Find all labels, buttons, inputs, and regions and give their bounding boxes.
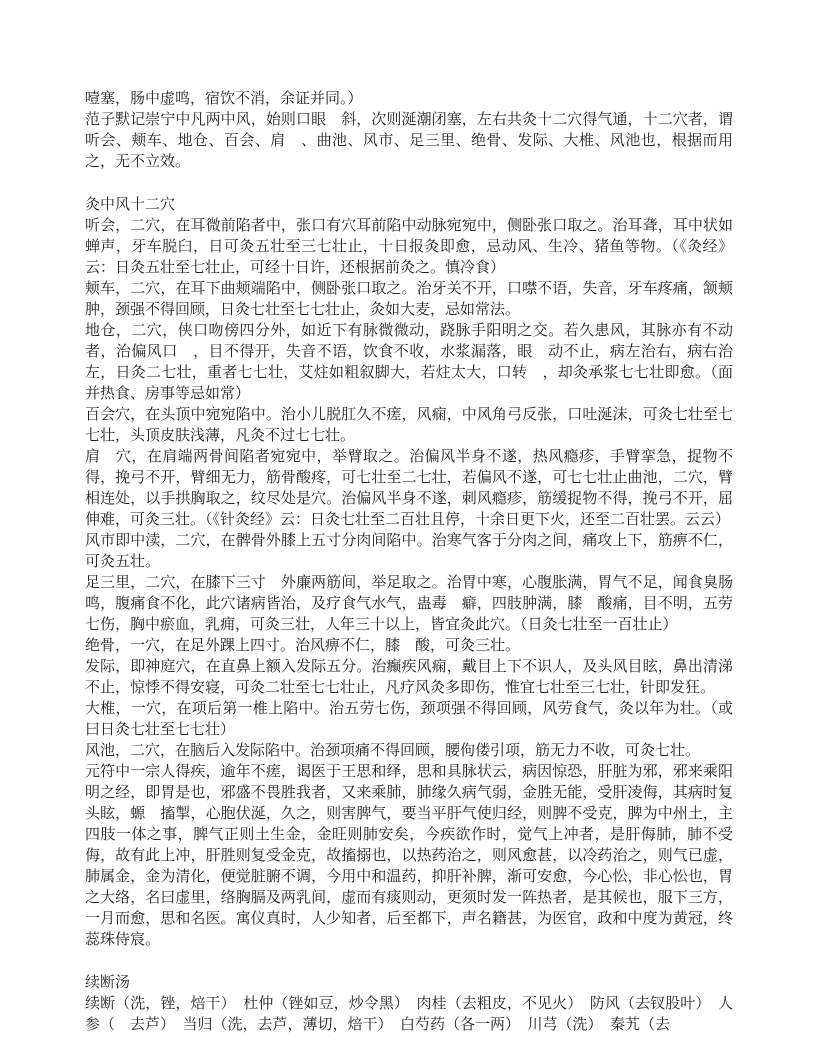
- section-title-moxibustion: 灸中风十二穴: [85, 195, 176, 213]
- para-point-juegu: 绝骨，一穴，在足外踝上四寸。治风痹不仁，膝 酸，可灸三壮。: [85, 636, 521, 654]
- para-fragment-continuation: 噎塞，肠中虚鸣，宿饮不消，余证并同。）: [85, 89, 363, 107]
- para-point-jiache: 颊车，二穴，在耳下曲颊端陷中，侧卧张口取之。治牙关不开，口噤不语，失音，牙车疼痛，颔颊肿，颈强不得回顾，日灸七壮至七七壮止，灸如大麦，忌如常法。: [85, 279, 733, 318]
- para-point-faji: 发际，即神庭穴，在直鼻上额入发际五分。治癫疾风痫，戴目上下不识人，及头风目眩，鼻出清涕不止，惊悸不得安寝，可灸二壮至七七壮止，凡疗风灸多即伤，惟宜七壮至三七壮，针即发狂。: [85, 657, 733, 696]
- para-point-tinghui: 听会，二穴，在耳微前陷者中，张口有穴耳前陷中动脉宛宛中，侧卧张口取之。治耳聋，耳中状如蝉声，牙车脱臼，日可灸五壮至三七壮止，十日报灸即愈，忌动风、生冷、猪鱼等物。（《灸经》云：日灸五壮至七壮止，可经十日许，还根据前灸之。慎冷食）: [85, 216, 733, 276]
- section-title-prescription: 续断汤: [85, 973, 131, 991]
- para-fanzimo-note: 范子默记崇宁中凡两中风，始则口眼 斜，次则涎潮闭塞，左右共灸十二穴得气通，十二穴者，谓听会、颊车、地仓、百会、肩 、曲池、风市、足三里、绝骨、发际、大椎、风池也，根据而用之，无不立效。: [85, 110, 733, 170]
- para-point-zusanli: 足三里，二穴，在膝下三寸 外廉两筋间，举足取之。治胃中寒，心腹胀满，胃气不足，闻食臭肠鸣，腹痛食不化，此穴诸病皆治，及疗食气水气，蛊毒 癖，四肢肿满，膝 酸痛，目不明，五劳七伤，胸中瘀血，乳痈，可灸三壮，人年三十以上，皆宜灸此穴。（日灸七壮至一百壮止）: [85, 573, 733, 633]
- para-prescription-ingredients: 续断（洗，锉，焙干） 杜仲（锉如豆，炒令黑） 肉桂（去粗皮，不见火） 防风（去钗股叶） 人参（ 去芦） 当归（洗，去芦，薄切，焙干） 白芍药（各一两） 川芎（洗） 秦艽（去: [85, 994, 733, 1033]
- para-point-jian: 肩 穴，在肩端两骨间陷者宛宛中，举臂取之。治偏风半身不遂，热风瘾疹，手臂挛急，捉物不得，挽弓不开，臂细无力，筋骨酸疼，可七壮至二七壮，若偏风不遂，可七七壮止曲池，二穴，臂相连处，以手拱胸取之，纹尽处是穴。治偏风半身不遂，刺风瘾疹，筋缓捉物不得，挽弓不开，屈伸难，可灸三壮。（《针灸经》云：日灸七壮至二百壮且停，十余日更下火，还至二百壮罢。云云）: [85, 447, 733, 528]
- para-point-baihui: 百会穴，在头顶中宛宛陷中。治小儿脱肛久不瘥，风痫，中风角弓反张，口吐涎沫，可灸七壮至七七壮，头顶皮肤浅薄，凡灸不过七七壮。: [85, 405, 733, 444]
- para-point-dazhui: 大椎，一穴，在项后第一椎上陷中。治五劳七伤，颈项强不得回顾，风劳食气，灸以年为壮。（或曰日灸七壮至七七壮）: [85, 699, 733, 738]
- para-yuanfu-anecdote: 元符中一宗人得疾，逾年不瘥，谒医于王思和绎，思和具脉状云，病因惊恐，肝脏为邪，邪来乘阳明之经，即胃是也，邪盛不畏胜我者，又来乘肺，肺缘久病气弱，金胜无能，受肝凌侮，其病时复头眩，螈 搐掣，心胞伏涎，久之，则害脾气，要当平肝气使归经，则脾不受克，脾为中州土，主四肢一体之事，脾气正则土生金，金旺则肺安矣，今疾欲作时，觉气上冲者，是肝侮肺，肺不受侮，故有此上冲，肝胜则复受金克，故搐搦也，以热药治之，则风愈甚，以冷药治之，则气已虚，肺属金，金为清化，便觉脏腑不调，今用中和温药，抑肝补脾，渐可安愈，今心忪，非心忪也，胃之大络，名曰虚里，络胸膈及两乳间，虚而有痰则动，更须时发一阵热者，是其候也，服下三方，一月而愈，思和名医。寓仪真时，人少知者，后至都下，声名籍甚，为医官，政和中度为黄冠，终蕊珠侍宸。: [85, 762, 733, 948]
- text-block: [85, 88, 733, 1035]
- para-point-dicang: 地仓，二穴，侠口吻傍四分外，如近下有脉微微动，跷脉手阳明之交。若久患风，其脉亦有不动者，治偏风口 ，目不得开，失音不语，饮食不收，水浆漏落，眼 动不止，病左治右，病右治左，日灸二七壮，重者七七壮，艾炷如粗叙脚大，若炷太大，口转 ，却灸承浆七七壮即愈。（面并热食、房事等忌如常）: [85, 321, 733, 402]
- para-point-fengchi: 风池，二穴，在脑后入发际陷中。治颈项痛不得回顾，腰佝偻引项，筋无力不收，可灸七壮。: [85, 741, 701, 759]
- para-point-fengshi: 风市即中渎，二穴，在髀骨外膝上五寸分肉间陷中。治寒气客于分肉之间，痛攻上下，筋痹不仁，可灸五壮。: [85, 531, 733, 570]
